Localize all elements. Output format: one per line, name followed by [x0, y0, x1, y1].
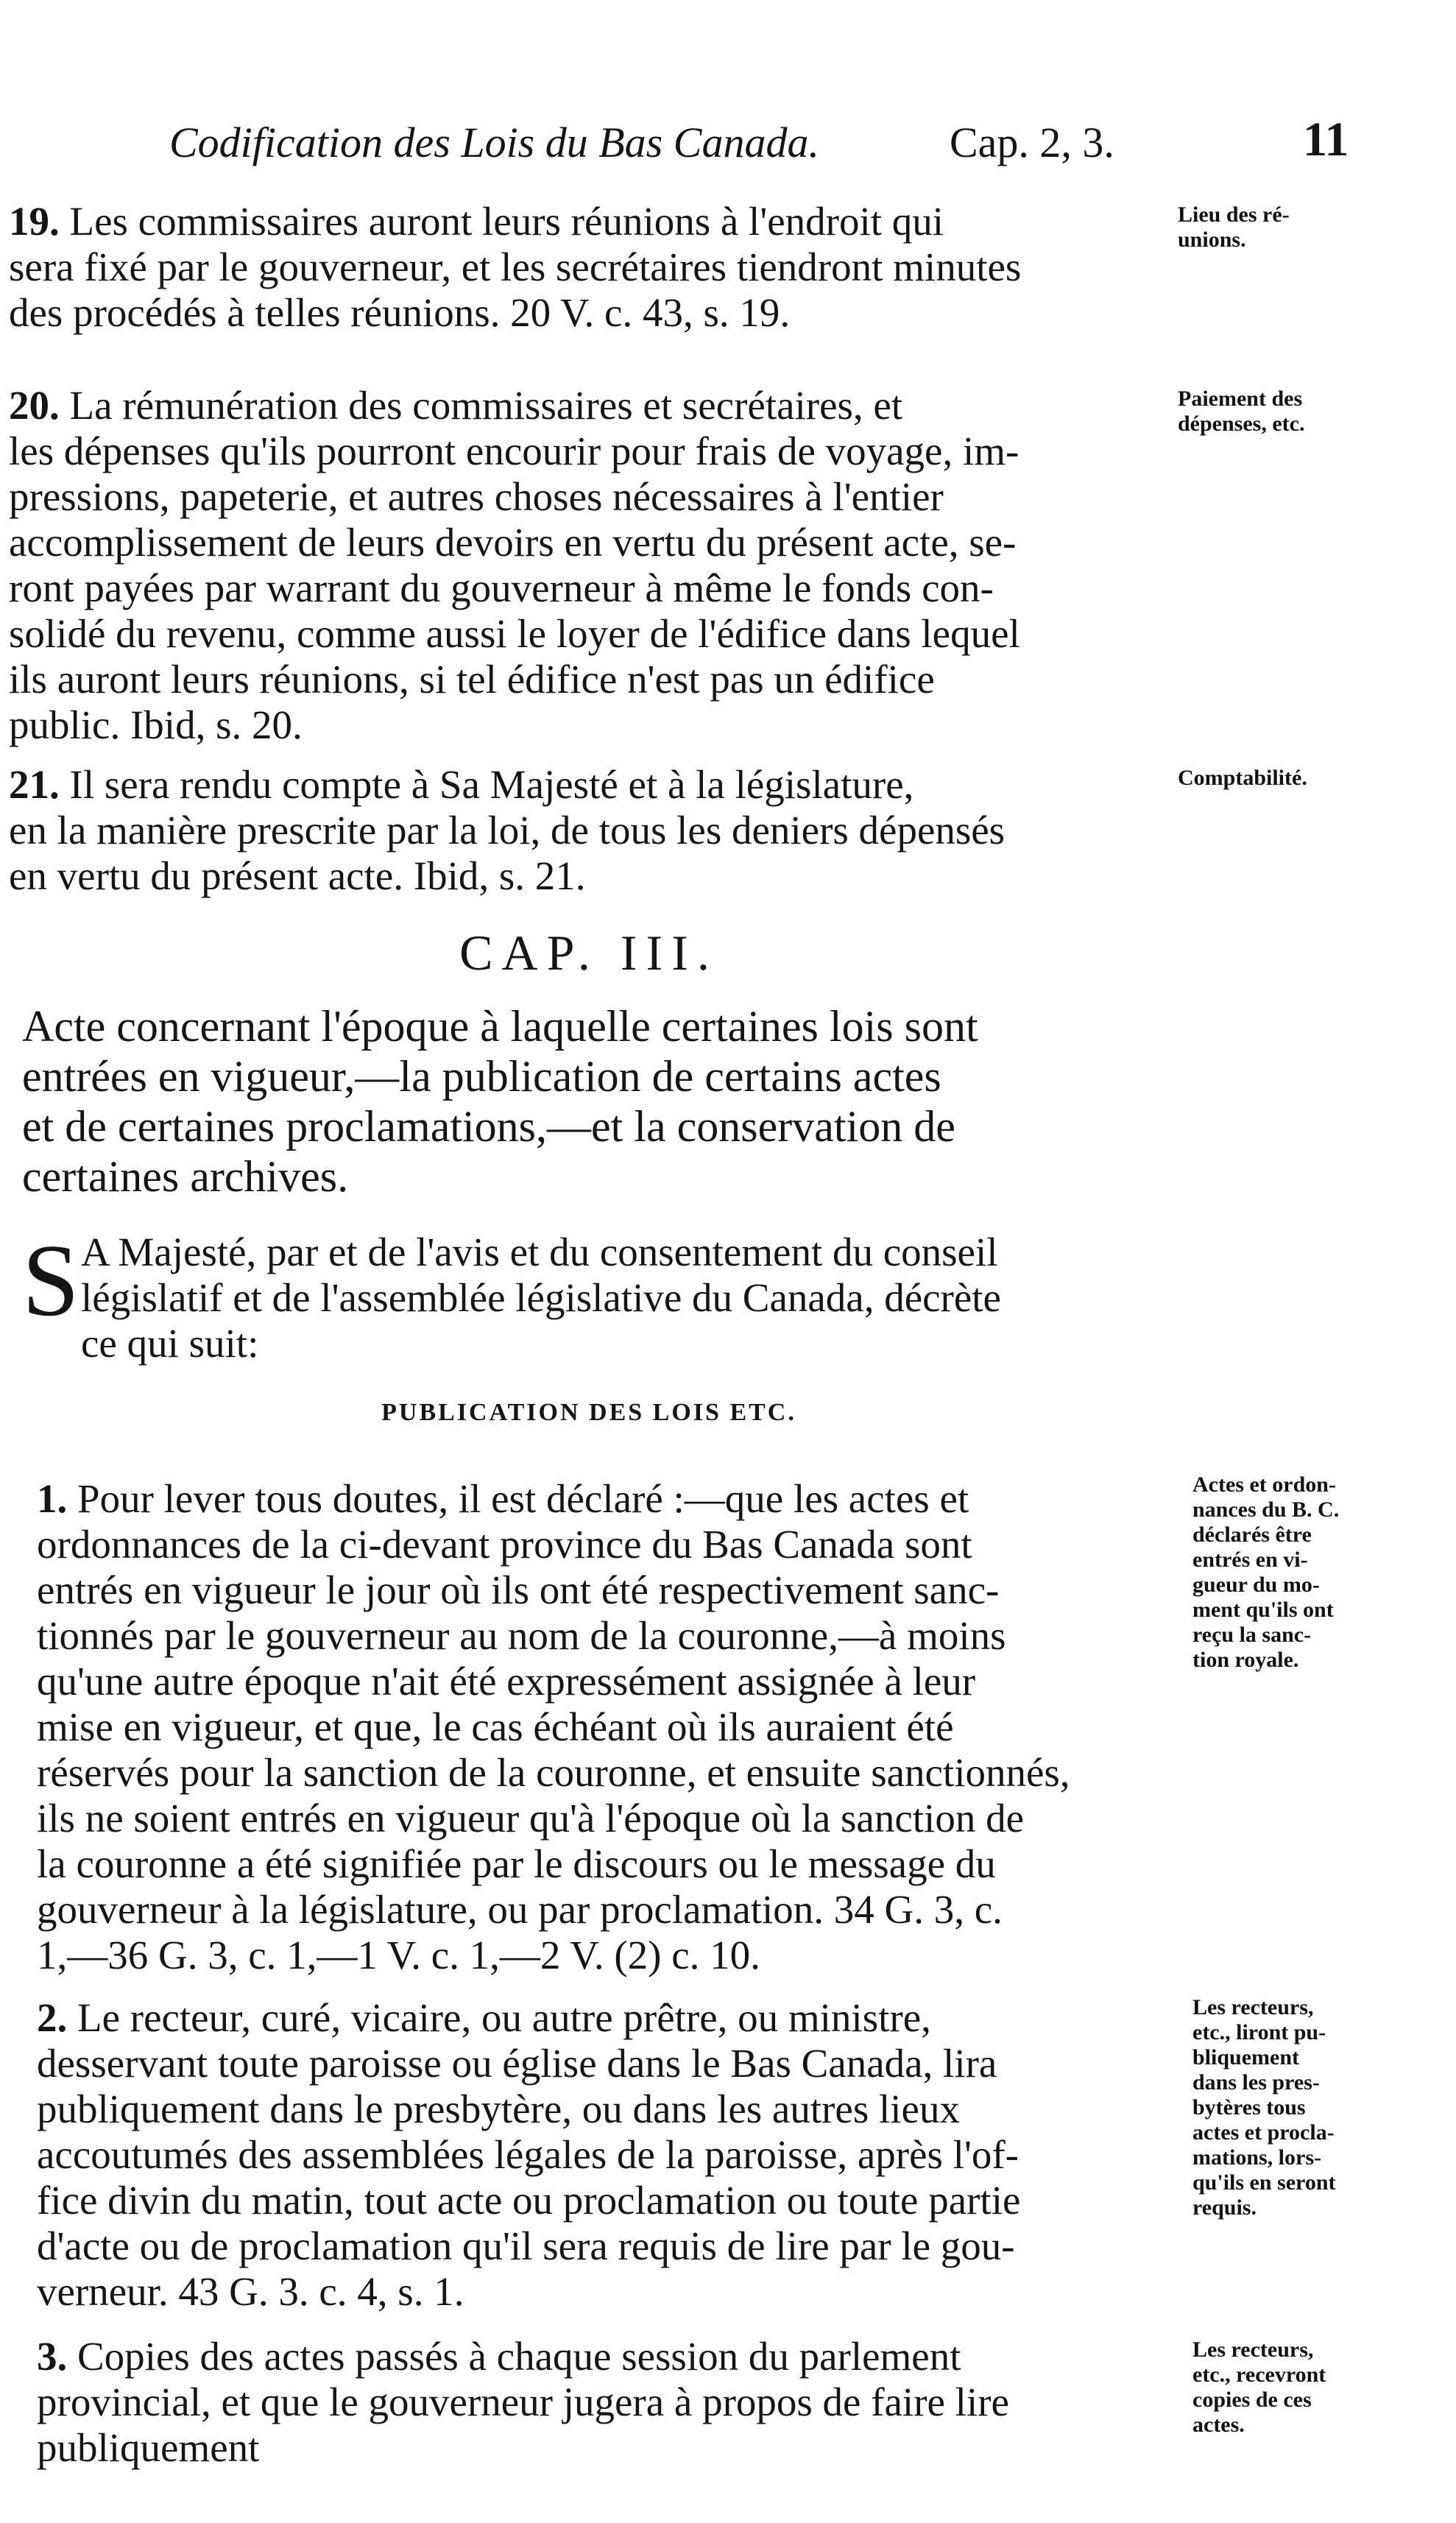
act-title: Acte concernant l'époque à laquelle certaines lois sont entrées en vigueur,—la publication de certains actes et de certaines proclamations,—et la conservation de certaines archives.: [22, 1002, 978, 1201]
section-number: 19: [9, 199, 49, 244]
running-title: Codification des Lois du Bas Canada.: [169, 119, 819, 166]
section-21: 21. Il sera rendu compte à Sa Majesté et à la législature, en la manière prescrite par la loi, de tous les deniers dépensés en vertu du présent acte. Ibid, s. 21.: [9, 762, 1006, 898]
section-20: 20. La rémunération des commissaires et secrétaires, et les dépenses qu'ils pourront encourir pour frais de voyage, im- pressions, papeterie, et autres choses nécessaires à l'entier accomplissement de leurs devoirs en vertu du présent acte, se- ront payées par warrant du gouverneur à même le fonds con- solidé du revenu, comme aussi le loyer de l'édifice dans lequel ils auront leurs réunions, si tel édifice n'est pas un édifice public. Ibid, s. 20.: [9, 383, 1020, 747]
section-number: 3: [37, 2334, 57, 2379]
section-text: Le recteur, curé, vicaire, ou autre prêtre, ou ministre, desservant toute paroisse ou église dans le Bas Canada, lira publiquement dans le presbytère, ou dans les autres lieux accoutumés des assemblées légales de la paroisse, après l'of- fice divin du matin, tout acte ou proclamation ou toute partie d'acte ou de proclamation qu'il sera requis de lire par le gou- verneur. 43 G. 3. c. 4, s. 1.: [37, 1995, 1021, 2314]
section-3: 3. Copies des actes passés à chaque session du parlement provincial, et que le gouverneur jugera à propos de faire lire publiquement: [37, 2334, 1009, 2470]
margin-note-2: Les recteurs, etc., liront pu- bliquement dans les pres- bytères tous actes et procla- mations, lors- qu'ils en seront requis.: [1192, 1995, 1336, 2220]
margin-note-1: Actes et ordon- nances du B. C. déclarés être entrés en vi- gueur du mo- ment qu'ils ont reçu la sanc- tion royale.: [1192, 1472, 1340, 1672]
drop-cap: S: [22, 1224, 79, 1338]
section-1: 1. Pour lever tous doutes, il est déclaré :—que les actes et ordonnances de la ci-devant province du Bas Canada sont entrés en vigueur le jour où ils ont été respectivement sanc- tionnés par le gouverneur au nom de la couronne,—à moins qu'une autre époque n'ait été expressément assignée à leur mise en vigueur, et que, le cas échéant où ils auraient été réservés pour la sanction de la couronne, et ensuite sanctionnés, ils ne soient entrés en vigueur qu'à l'époque où la sanction de la couronne a été signifiée par le discours ou le message du gouverneur à la législature, ou par proclamation. 34 G. 3, c. 1,—36 G. 3, c. 1,—1 V. c. 1,—2 V. (2) c. 10.: [37, 1476, 1070, 1977]
margin-note-3: Les recteurs, etc., recevront copies de ces actes.: [1192, 2337, 1326, 2437]
margin-note-21: Comptabilité.: [1178, 766, 1307, 790]
page-number: 11: [1303, 113, 1349, 166]
section-text: Il sera rendu compte à Sa Majesté et à la législature, en la manière prescrite par la loi, de tous les deniers dépensés en vertu du présent acte. Ibid, s. 21.: [9, 762, 1006, 898]
section-number: 21: [9, 762, 49, 807]
enacting-clause: A Majesté, par et de l'avis et du consentement du conseil législatif et de l'assemblée législative du Canada, décrète ce qui suit:: [81, 1229, 1001, 1366]
section-text: Les commissaires auront leurs réunions à l'endroit qui sera fixé par le gouverneur, et les secrétaires tiendront minutes des procédés à telles réunions. 20 V. c. 43, s. 19.: [9, 199, 1022, 335]
section-text: Pour lever tous doutes, il est déclaré :—que les actes et ordonnances de la ci-devant province du Bas Canada sont entrés en vigueur le jour où ils ont été respectivement sanc- tionnés par le gouverneur au nom de la couronne,—à moins qu'une autre époque n'ait été expressément assignée à leur mise en vigueur, et que, le cas échéant où ils auraient été réservés pour la sanction de la couronne, et ensuite sanctionnés, ils ne soient entrés en vigueur qu'à l'époque où la sanction de la couronne a été signifiée par le discours ou le message du gouverneur à la législature, ou par proclamation. 34 G. 3, c. 1,—36 G. 3, c. 1,—1 V. c. 1,—2 V. (2) c. 10.: [37, 1476, 1070, 1977]
section-2: 2. Le recteur, curé, vicaire, ou autre prêtre, ou ministre, desservant toute paroisse ou église dans le Bas Canada, lira publiquement dans le presbytère, ou dans les autres lieux accoutumés des assemblées légales de la paroisse, après l'of- fice divin du matin, tout acte ou proclamation ou toute partie d'acte ou de proclamation qu'il sera requis de lire par le gou- verneur. 43 G. 3. c. 4, s. 1.: [37, 1995, 1021, 2314]
section-text: Copies des actes passés à chaque session du parlement provincial, et que le gouverneur jugera à propos de faire lire publiquement: [37, 2334, 1009, 2470]
section-19: 19. Les commissaires auront leurs réunions à l'endroit qui sera fixé par le gouverneur, et les secrétaires tiendront minutes des procédés à telles réunions. 20 V. c. 43, s. 19.: [9, 199, 1022, 335]
section-number: 20: [9, 383, 49, 428]
section-number: 2: [37, 1995, 57, 2040]
margin-note-20: Paiement des dépenses, etc.: [1178, 387, 1305, 436]
margin-note-19: Lieu des ré- unions.: [1178, 202, 1290, 252]
section-text: La rémunération des commissaires et secrétaires, et les dépenses qu'ils pourront encourir pour frais de voyage, im- pressions, papeterie, et autres choses nécessaires à l'entier accomplissement de leurs devoirs en vertu du présent acte, se- ront payées par warrant du gouverneur à même le fonds con- solidé du revenu, comme aussi le loyer de l'édifice dans lequel ils auront leurs réunions, si tel édifice n'est pas un édifice public. Ibid, s. 20.: [9, 383, 1020, 747]
chapter-heading: CAP. III.: [459, 925, 718, 981]
section-number: 1: [37, 1476, 57, 1521]
page-header: [169, 113, 1421, 177]
chapter-reference: Cap. 2, 3.: [950, 119, 1114, 166]
section-heading: PUBLICATION DES LOIS ETC.: [381, 1399, 796, 1426]
